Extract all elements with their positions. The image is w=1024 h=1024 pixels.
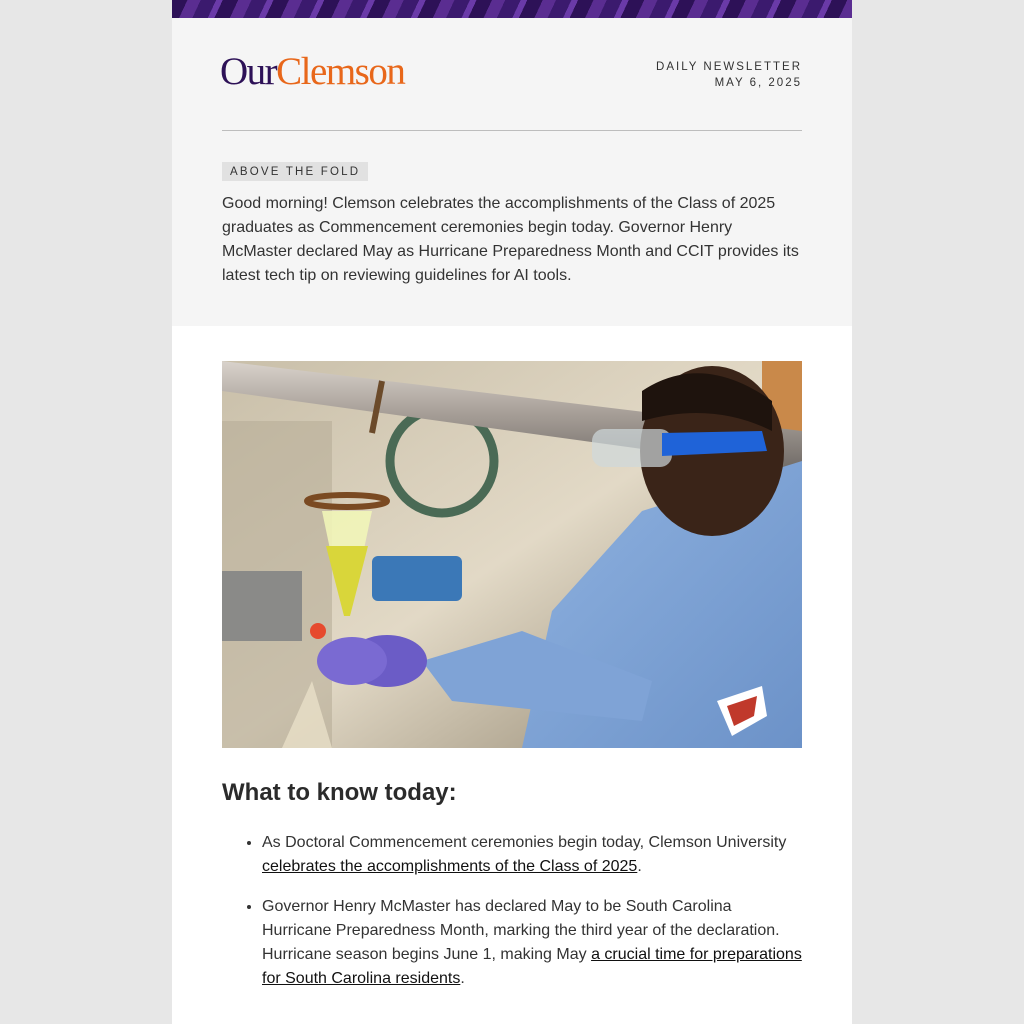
logo-part-clemson: Clemson: [276, 50, 405, 93]
news-list: [222, 831, 802, 991]
newsletter-date: MAY 6, 2025: [714, 77, 802, 89]
body-section: [172, 326, 852, 991]
brand-row: [222, 18, 802, 130]
newsletter-email: [172, 0, 852, 1024]
newsletter-meta: [656, 59, 802, 91]
item-text-end: .: [460, 970, 465, 987]
header-section: [172, 18, 852, 326]
hurricane-preparation-link[interactable]: a crucial time for preparations for South Carolina residents: [262, 946, 802, 987]
our-clemson-logo[interactable]: [220, 52, 404, 91]
decorative-top-band: [172, 0, 852, 18]
logo-part-our: Our: [220, 50, 277, 93]
item-text: As Doctoral Commencement ceremonies begin today, Clemson University: [262, 834, 787, 851]
list-item: [262, 831, 802, 879]
header-divider: [222, 130, 802, 131]
item-text: Governor Henry McMaster has declared May to be South Carolina Hurricane Preparedness Month, marking the third year of the declaration. Hurricane season begins June 1, making May: [262, 898, 780, 963]
item-text-end: .: [637, 858, 642, 875]
hero-image-lab-researcher: [222, 361, 802, 748]
class-of-2025-link[interactable]: celebrates the accomplishments of the Class of 2025: [262, 858, 638, 875]
section-title: What to know today:: [222, 779, 457, 806]
above-the-fold-tag: ABOVE THE FOLD: [222, 162, 368, 181]
newsletter-label: DAILY NEWSLETTER: [656, 61, 802, 73]
intro-paragraph: Good morning! Clemson celebrates the accomplishments of the Class of 2025 graduates as Commencement ceremonies begin today. Governor Henry McMaster declared May as Hurricane Preparedness Month and CCIT provides its latest tech tip on reviewing guidelines for AI tools.: [222, 195, 799, 284]
list-item: [262, 895, 802, 991]
